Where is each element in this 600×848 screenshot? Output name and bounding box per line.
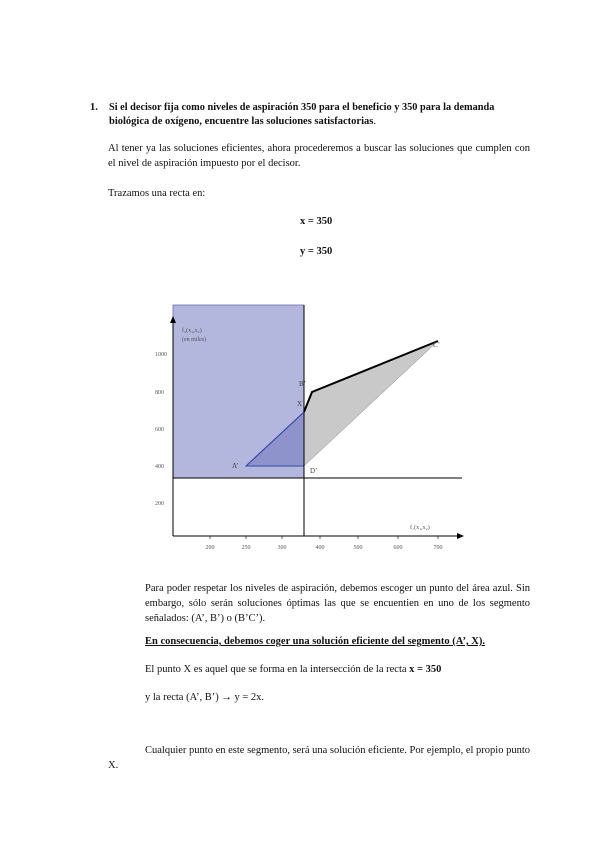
x-axis-label: f₁(x₁,x₂) — [410, 525, 430, 531]
point-label-a: A’ — [232, 462, 239, 470]
paragraph-efficient-segment-text: Cualquier punto en este segmento, será una solución eficiente. Por ejemplo, el propio punto X. — [108, 745, 530, 771]
paragraph-blue-area: Para poder respetar los niveles de aspiración, debemos escoger un punto del área azul. Sin embargo, sólo serán soluciones óptimas las que se encuentien en uno de los segmento señalados: (A’, B’) o (B’C’). — [145, 583, 530, 624]
trazamos-text: Trazamos una recta en: — [108, 188, 206, 199]
x-tick-label: 300 — [277, 545, 287, 551]
question-number: 1. — [90, 102, 98, 113]
paragraph-line-ab: y la recta (A’, B’) → y = 2x. — [145, 692, 265, 703]
y-tick-label: 800 — [155, 390, 164, 396]
point-label-b: B’ — [299, 380, 306, 388]
y-tick-label: 200 — [155, 501, 164, 507]
x-tick-label: 200 — [205, 545, 215, 551]
x-tick-label: 400 — [315, 545, 325, 551]
x-tick-label: 700 — [433, 545, 443, 551]
y-tick-label: 600 — [155, 427, 164, 433]
paragraph-point-x — [145, 662, 441, 677]
question-line-2-end: . — [373, 116, 376, 127]
y-axis-label-1: f₂(x₁,x₂) — [182, 328, 202, 334]
question-line-1: Si el decisor fija como niveles de aspiración 350 para el beneficio y 350 para la demanda — [109, 102, 495, 113]
paragraph-point-x-eq: x = 350 — [409, 664, 442, 675]
y-tick-label: 1000 — [155, 352, 167, 358]
equation-x: x = 350 — [300, 216, 333, 227]
point-label-d: D’ — [310, 467, 318, 475]
question-line-2-text: biológica de oxígeno, encuentre las soluciones satisfactorias — [109, 116, 374, 127]
paragraph-point-x-text: El punto X es aquel que se forma en la intersección de la recta — [145, 664, 407, 675]
y-axis-label-2: (en miles) — [182, 337, 207, 343]
x-tick-label: 500 — [353, 545, 363, 551]
point-label-c: C’ — [433, 341, 440, 349]
paragraph-efficient-segment — [108, 743, 530, 773]
gray-efficient-region — [304, 341, 438, 466]
x-tick-label: 250 — [241, 545, 251, 551]
x-axis-arrow — [457, 533, 464, 539]
point-label-x: X — [297, 400, 303, 408]
x-tick-label: 600 — [393, 545, 403, 551]
paragraph-conclusion: En consecuencia, debemos coger una solución eficiente del segmento (A’, X). — [145, 636, 485, 647]
intro-paragraph: Al tener ya las soluciones eficientes, ahora procederemos a buscar las soluciones que cumplen con el nivel de aspiración impuesto por el decisor. — [108, 143, 530, 169]
y-tick-label: 400 — [155, 464, 164, 470]
equation-y: y = 350 — [300, 246, 333, 257]
